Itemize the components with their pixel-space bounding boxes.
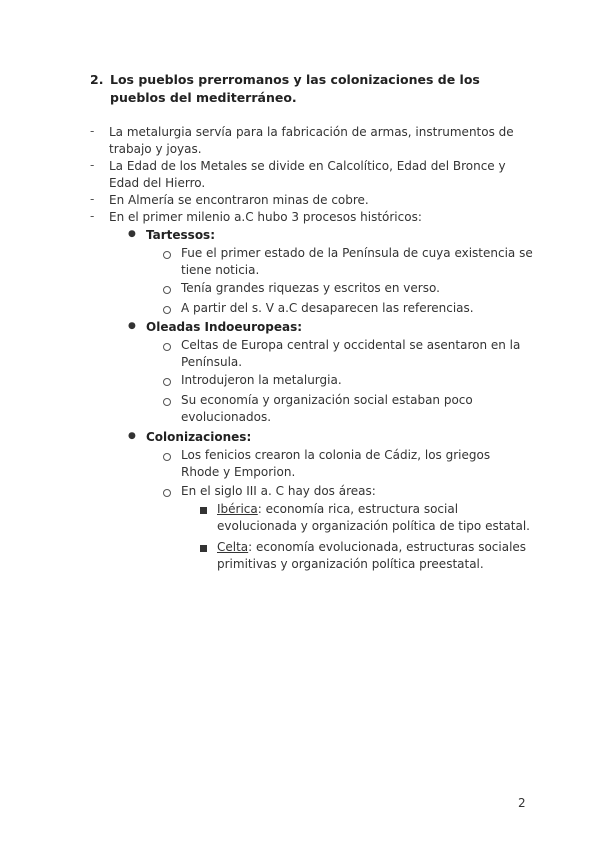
area-celta-line-1	[217, 539, 526, 556]
bullet-dot: ●	[128, 229, 136, 239]
section-number: 2.	[90, 72, 104, 87]
dash-marker: -	[90, 124, 95, 138]
circle-bullet	[163, 489, 171, 497]
colonizaciones-item-1-line-1: Los fenicios crearon la colonia de Cádiz, los griegos	[181, 448, 491, 462]
colonizaciones-item-2: En el siglo III a. C hay dos áreas:	[181, 484, 376, 498]
dash-item-4: En el primer milenio a.C hubo 3 procesos históricos:	[109, 210, 422, 224]
process-title-tartessos: Tartessos:	[146, 228, 215, 242]
bullet-dot: ●	[128, 321, 136, 331]
dash-item-1-line-1: La metalurgia servía para la fabricación de armas, instrumentos de	[109, 125, 514, 139]
circle-bullet	[163, 286, 171, 294]
area-iberica-name: Ibérica	[217, 502, 258, 516]
tartessos-item-2: Tenía grandes riquezas y escritos en verso.	[181, 281, 440, 295]
dash-item-3: En Almería se encontraron minas de cobre.	[109, 193, 369, 207]
square-bullet	[200, 545, 207, 552]
circle-bullet	[163, 306, 171, 314]
oleadas-item-2: Introdujeron la metalurgia.	[181, 373, 342, 387]
tartessos-item-1-line-2: tiene noticia.	[181, 263, 260, 277]
dash-item-1-line-2: trabajo y joyas.	[109, 142, 202, 156]
tartessos-item-1-line-1: Fue el primer estado de la Península de cuya existencia se	[181, 246, 533, 260]
area-iberica-desc: : economía rica, estructura social	[257, 502, 459, 516]
circle-bullet	[163, 251, 171, 259]
oleadas-item-3-line-2: evolucionados.	[181, 410, 272, 424]
tartessos-item-3: A partir del s. V a.C desaparecen las referencias.	[181, 301, 474, 315]
process-title-oleadas: Oleadas Indoeuropeas:	[146, 320, 303, 334]
colonizaciones-item-1-line-2: Rhode y Emporion.	[181, 465, 296, 479]
page-number: 2	[518, 796, 526, 810]
oleadas-item-1-line-1: Celtas de Europa central y occidental se asentaron en la	[181, 338, 521, 352]
section-title: Los pueblos prerromanos y las colonizaciones de los pueblos del mediterráneo.	[110, 72, 480, 105]
oleadas-item-3-line-1: Su economía y organización social estaban poco	[181, 393, 473, 407]
area-iberica-line-1	[217, 501, 458, 518]
circle-bullet	[163, 398, 171, 406]
dash-item-2-line-1: La Edad de los Metales se divide en Calcolítico, Edad del Bronce y	[109, 159, 506, 173]
bullet-dot: ●	[128, 431, 136, 441]
circle-bullet	[163, 378, 171, 386]
dash-marker: -	[90, 158, 95, 172]
circle-bullet	[163, 453, 171, 461]
square-bullet	[200, 507, 207, 514]
dash-item-2-line-2: Edad del Hierro.	[109, 176, 206, 190]
dash-marker: -	[90, 192, 95, 206]
oleadas-item-1-line-2: Península.	[181, 355, 243, 369]
area-celta-line-2: primitivas y organización política preestatal.	[217, 557, 484, 571]
area-celta-name: Celta	[217, 540, 249, 554]
area-celta-desc: : economía evolucionada, estructuras sociales	[248, 540, 527, 554]
circle-bullet	[163, 343, 171, 351]
area-iberica-line-2: evolucionada y organización política de tipo estatal.	[217, 519, 530, 533]
process-title-colonizaciones: Colonizaciones:	[146, 430, 252, 444]
dash-marker: -	[90, 209, 95, 223]
